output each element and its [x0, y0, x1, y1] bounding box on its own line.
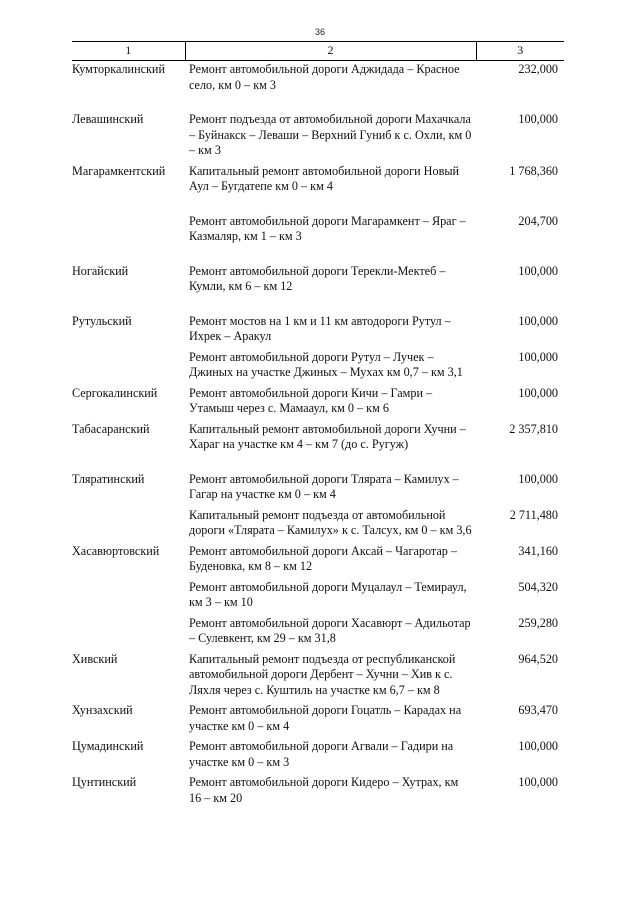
district-cell: Тляратинский [72, 471, 145, 486]
table-row [72, 163, 564, 213]
work-cell: Ремонт автомобильной дороги Хасавюрт – Адильотар – Сулевкент, км 29 – км 31,8 [189, 615, 471, 645]
amount-cell: 232,000 [518, 62, 558, 76]
work-cell: Ремонт автомобильной дороги Терекли-Мектеб – Кумли, км 6 – км 12 [189, 263, 446, 293]
table-row [72, 349, 564, 385]
work-cell: Ремонт автомобильной дороги Кидеро – Хутрах, км 16 – км 20 [189, 775, 459, 805]
works-table [72, 41, 564, 806]
work-cell: Капитальный ремонт подъезда от республиканской автомобильной дороги Дербент – Хучни – Хив к с. Ляхля через с. Куштиль на участке км 6,7 – км 8 [189, 651, 456, 697]
district-cell [72, 213, 185, 263]
column-header-2: 2 [185, 42, 476, 61]
table-row [72, 543, 564, 579]
amount-cell: 100,000 [518, 112, 558, 126]
work-cell: Ремонт автомобильной дороги Аксай – Чагаротар – Буденовка, км 8 – км 12 [189, 543, 457, 573]
district-cell [72, 615, 185, 651]
amount-cell: 100,000 [518, 349, 558, 364]
district-cell: Цунтинский [72, 775, 137, 789]
table-row [72, 615, 564, 651]
amount-cell: 204,700 [518, 213, 558, 228]
amount-cell: 964,520 [518, 651, 558, 666]
district-cell [72, 579, 185, 615]
table-row [72, 579, 564, 615]
table-row [72, 313, 564, 349]
table-row [72, 385, 564, 421]
amount-cell: 100,000 [518, 775, 558, 789]
amount-cell: 2 711,480 [509, 507, 558, 522]
page-number: 36 [314, 27, 325, 37]
amount-cell: 341,160 [518, 543, 558, 558]
work-cell: Капитальный ремонт автомобильной дороги Хучни – Хараг на участке км 4 – км 7 (до с. Ругуж) [189, 421, 466, 451]
amount-cell: 100,000 [518, 263, 558, 278]
district-cell: Левашинский [72, 112, 144, 126]
table-row [72, 471, 564, 507]
column-header-3: 3 [476, 42, 564, 61]
amount-cell: 693,470 [518, 703, 558, 717]
district-cell: Цумадинский [72, 739, 144, 753]
work-cell: Ремонт автомобильной дороги Гоцатль – Карадах на участке км 0 – км 4 [189, 703, 462, 733]
work-cell: Ремонт мостов на 1 км и 11 км автодороги Рутул – Ихрек – Аракул [189, 313, 451, 343]
amount-cell: 259,280 [518, 615, 558, 630]
amount-cell: 2 357,810 [509, 421, 558, 436]
district-cell: Табасаранский [72, 421, 150, 436]
district-cell: Сергокалинский [72, 385, 158, 400]
table-row [72, 738, 564, 774]
amount-cell: 100,000 [518, 471, 558, 486]
table-header-row [72, 42, 564, 61]
column-header-1: 1 [72, 42, 185, 61]
amount-cell: 100,000 [518, 739, 558, 753]
work-cell: Ремонт автомобильной дороги Агвали – Гадири на участке км 0 – км 3 [189, 739, 454, 769]
work-cell: Капитальный ремонт автомобильной дороги Новый Аул – Бугдатепе км 0 – км 4 [189, 163, 460, 193]
district-cell: Хивский [72, 651, 118, 666]
work-cell: Ремонт автомобильной дороги Муцалаул – Темираул, км 3 – км 10 [189, 579, 467, 609]
work-cell: Ремонт подъезда от автомобильной дороги Махачкала – Буйнакск – Леваши – Верхний Гуниб к с. Охли, км 0 – км 3 [189, 112, 472, 157]
district-cell: Ногайский [72, 263, 129, 278]
work-cell: Ремонт автомобильной дороги Рутул – Лучек – Джиных на участке Джиных – Мухах км 0,7 – км 3,1 [189, 349, 463, 379]
table-row [72, 111, 564, 163]
work-cell: Ремонт автомобильной дороги Тлярата – Камилух – Гагар на участке км 0 – км 4 [189, 471, 459, 501]
table-row [72, 702, 564, 738]
district-cell: Рутульский [72, 313, 132, 328]
table-row [72, 263, 564, 313]
work-cell: Ремонт автомобильной дороги Аджидада – Красное село, км 0 – км 3 [189, 62, 460, 92]
amount-cell: 100,000 [518, 385, 558, 400]
work-cell: Ремонт автомобильной дороги Магарамкент – Яраг – Казмаляр, км 1 – км 3 [189, 213, 466, 243]
district-cell: Кумторкалинский [72, 62, 165, 76]
district-cell [72, 349, 185, 385]
amount-cell: 504,320 [518, 579, 558, 594]
table-row [72, 774, 564, 806]
work-cell: Ремонт автомобильной дороги Кичи – Гамри – Утамыш через с. Мамааул, км 0 – км 6 [189, 385, 433, 415]
district-cell [72, 507, 185, 543]
table-row [72, 651, 564, 703]
table-row [72, 213, 564, 263]
district-cell: Магарамкентский [72, 163, 166, 178]
table-row [72, 61, 564, 112]
district-cell: Хунзахский [72, 703, 133, 717]
work-cell: Капитальный ремонт подъезда от автомобильной дороги «Тлярата – Камилух» к с. Талсух, км 0 – км 3,6 [189, 507, 472, 537]
table-row [72, 421, 564, 471]
amount-cell: 1 768,360 [509, 163, 558, 178]
amount-cell: 100,000 [518, 313, 558, 328]
table-row [72, 507, 564, 543]
district-cell: Хасавюртовский [72, 543, 160, 558]
